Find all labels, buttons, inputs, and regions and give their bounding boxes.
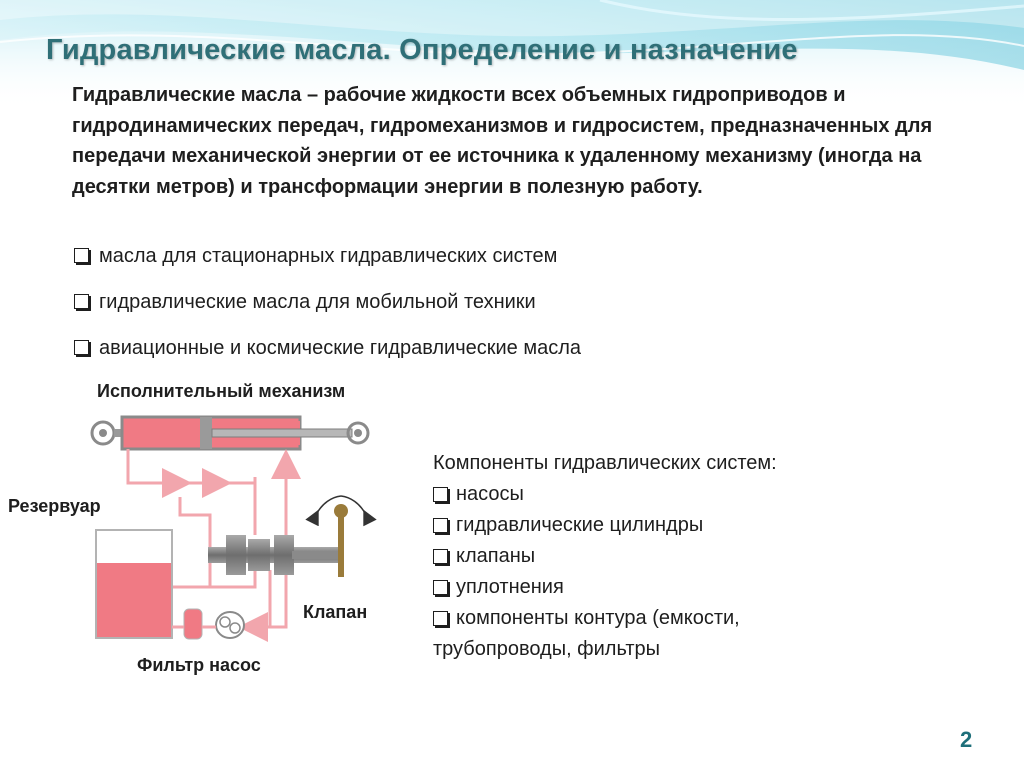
list-item [74,288,581,334]
list-item [433,510,853,541]
list-item-text: клапаны [456,545,536,567]
list-item-text: масла для стационарных гидравлических систем [99,245,558,267]
checkbox-bullet-icon [74,248,89,263]
checkbox-bullet-icon [433,549,448,564]
reservoir-tank [96,530,172,638]
list-item [74,242,581,288]
hydraulic-diagram [0,365,430,695]
list-item-text: гидравлические масла для мобильной техники [99,291,536,313]
checkbox-bullet-icon [433,580,448,595]
components-block [433,448,853,665]
list-item [433,603,853,634]
components-heading: Компоненты гидравлических систем: [433,452,777,474]
list-item [433,541,853,572]
list-item-text: авиационные и космические гидравлические масла [99,337,582,359]
components-continuation: трубопроводы, фильтры [433,638,660,660]
list-item-text: гидравлические цилиндры [456,514,704,536]
actuator-label: Исполнительный механизм [97,381,346,401]
page-number: 2 [960,727,973,752]
checkbox-bullet-icon [433,487,448,502]
checkbox-bullet-icon [74,340,89,355]
definition-text: Гидравлические масла – рабочие жидкости всех объемных гидроприводов и гидродинамических передач, гидромеханизмов и гидросистем, предназначенных для передачи механической энергии от ее источника к удаленному механизму (иногда на десятки метров) и трансформации энергии в полезную работу. [72,84,933,198]
list-item [433,479,853,510]
slide-title: Гидравлические масла. Определение и назначение [46,34,798,66]
checkbox-bullet-icon [433,611,448,626]
components-list [433,479,853,634]
list-item-text: компоненты контура (емкости, [456,607,740,629]
checkbox-bullet-icon [433,518,448,533]
hydraulic-schematic [0,365,430,695]
valve-label: Клапан [303,602,368,622]
oil-types-list [74,242,581,380]
checkbox-bullet-icon [74,294,89,309]
reservoir-label: Резервуар [8,496,101,516]
list-item-text: насосы [456,483,524,505]
list-item [433,572,853,603]
filter-pump-label: Фильтр насос [137,655,261,675]
list-item-text: уплотнения [456,576,564,598]
